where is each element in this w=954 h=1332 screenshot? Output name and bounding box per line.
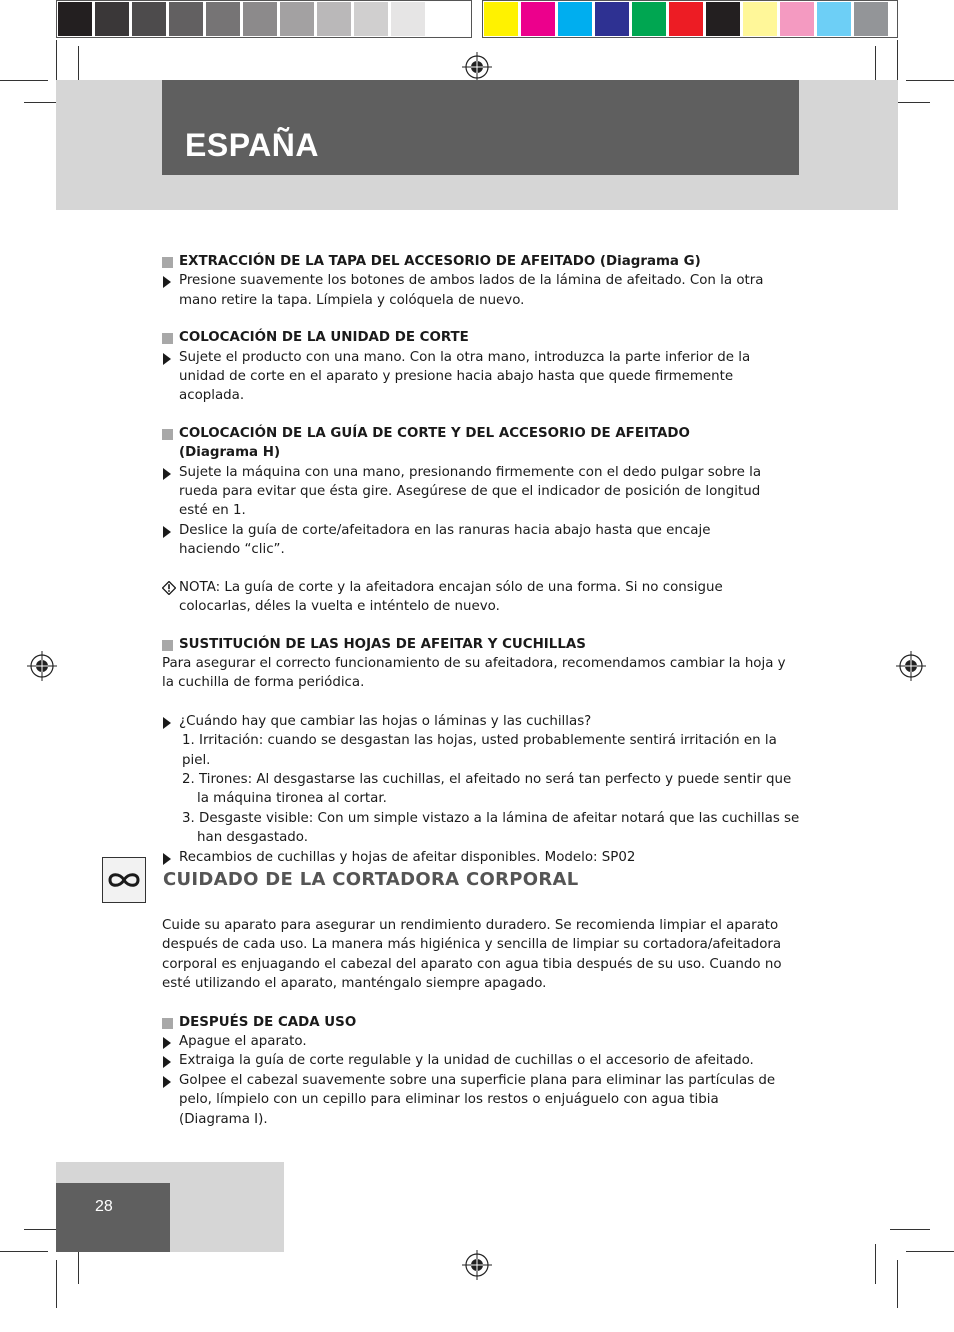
calibration-swatch xyxy=(428,2,462,36)
triangle-bullet-icon xyxy=(163,526,171,538)
triangle-bullet-icon xyxy=(163,468,171,480)
square-bullet-icon xyxy=(162,429,173,440)
calibration-swatch xyxy=(354,2,388,36)
page-number: 28 xyxy=(95,1198,113,1215)
bullet-item: Extraiga la guía de corte regulable y la unidad de cuchillas o el accesorio de afeitado. xyxy=(162,1051,802,1070)
crop-mark xyxy=(906,80,954,81)
list-item: 3. Desgaste visible: Con um simple vistazo a la lámina de afeitar notará que las cuchillas se han desgastado. xyxy=(182,810,800,846)
page-title: ESPAÑA xyxy=(185,127,319,163)
crop-mark xyxy=(897,40,898,80)
crop-mark xyxy=(906,1251,954,1252)
square-bullet-icon xyxy=(162,333,173,344)
gray-calibration-strip xyxy=(58,2,465,36)
calibration-swatch xyxy=(132,2,166,36)
calibration-swatch xyxy=(243,2,277,36)
section-heading: EXTRACCIÓN DE LA TAPA DEL ACCESORIO DE AFEITADO (Diagrama G) xyxy=(162,252,802,271)
paragraph: Cuide su aparato para asegurar un rendimiento duradero. Se recomienda limpiar el aparato después de cada uso. La manera más higiénica y sencilla de limpiar su cortadora/afeitadora corporal es enjuagando el cabezal del aparato con agua tibia después de su uso. Cuando no esté utilizando el aparato, manténgalo siempre apagado. xyxy=(162,918,782,992)
bullet-item: Sujete el producto con una mano. Con la otra mano, introduzca la parte inferior de la unidad de corte en el aparato y presione hacia abajo hasta que quede firmemente acoplada. xyxy=(162,348,802,406)
calibration-swatch xyxy=(817,2,851,36)
paragraph: Para asegurar el correcto funcionamiento de su afeitadora, recomendamos cambiar la hoja y la cuchilla de forma periódica. xyxy=(162,655,786,691)
calibration-swatch xyxy=(521,2,555,36)
bullet-item: Deslice la guía de corte/afeitadora en las ranuras hacia abajo hasta que encaje haciendo “clic”. xyxy=(162,521,802,560)
registration-mark-icon xyxy=(462,52,492,82)
calibration-swatch xyxy=(854,2,888,36)
color-calibration-strip xyxy=(484,2,891,36)
note: NOTA: La guía de corte y la afeitadora encajan sólo de una forma. Si no consigue colocarlas, déles la vuelta e inténtelo de nuevo. xyxy=(162,578,802,617)
bullet-item: Golpee el cabezal suavemente sobre una superficie plana para eliminar las partículas de pelo, límpielo con un cepillo para eliminar los restos o enjuáguelo con agua tibia (Diagrama I). xyxy=(162,1071,802,1129)
warning-icon xyxy=(162,581,176,595)
infinity-icon xyxy=(107,870,141,890)
calibration-swatch xyxy=(632,2,666,36)
registration-mark-icon xyxy=(462,1250,492,1280)
section-heading: COLOCACIÓN DE LA UNIDAD DE CORTE xyxy=(162,328,802,347)
calibration-swatch xyxy=(743,2,777,36)
calibration-swatch xyxy=(169,2,203,36)
registration-mark-icon xyxy=(27,651,57,681)
crop-mark xyxy=(0,80,48,81)
bullet-item: Presione suavemente los botones de ambos lados de la lámina de afeitado. Con la otra mano retire la tapa. Límpiela y colóquela de nuevo. xyxy=(162,271,802,310)
calibration-swatch xyxy=(595,2,629,36)
calibration-swatch xyxy=(391,2,425,36)
bullet-item: Recambios de cuchillas y hojas de afeitar disponibles. Modelo: SP02 xyxy=(162,848,802,867)
infinity-icon-box xyxy=(102,857,146,903)
list-item: 1. Irritación: cuando se desgastan las hojas, usted probablemente sentirá irritación en la piel. xyxy=(182,733,777,768)
calibration-swatch xyxy=(206,2,240,36)
triangle-bullet-icon xyxy=(163,1056,171,1068)
triangle-bullet-icon xyxy=(163,717,171,729)
square-bullet-icon xyxy=(162,640,173,651)
triangle-bullet-icon xyxy=(163,1037,171,1049)
bullet-item: Apague el aparato. xyxy=(162,1032,802,1051)
crop-mark xyxy=(875,1244,876,1284)
square-bullet-icon xyxy=(162,1018,173,1029)
crop-mark xyxy=(897,1260,898,1308)
calibration-swatch xyxy=(484,2,518,36)
care-section-title: CUIDADO DE LA CORTADORA CORPORAL xyxy=(163,869,579,890)
section-heading: DESPUÉS DE CADA USO xyxy=(162,1013,802,1032)
bullet-item: ¿Cuándo hay que cambiar las hojas o láminas y las cuchillas? xyxy=(162,712,802,731)
calibration-swatch xyxy=(95,2,129,36)
calibration-swatch xyxy=(317,2,351,36)
registration-mark-icon xyxy=(896,651,926,681)
calibration-swatch xyxy=(280,2,314,36)
crop-mark xyxy=(0,1251,48,1252)
calibration-swatch xyxy=(58,2,92,36)
crop-mark xyxy=(890,1229,930,1230)
calibration-swatch xyxy=(780,2,814,36)
crop-mark xyxy=(56,1260,57,1308)
crop-mark xyxy=(56,40,57,80)
bullet-item: Sujete la máquina con una mano, presionando firmemente con el dedo pulgar sobre la rueda para evitar que ésta gire. Asegúrese de que el indicador de posición de longitud esté en 1. xyxy=(162,463,802,521)
triangle-bullet-icon xyxy=(163,353,171,365)
square-bullet-icon xyxy=(162,257,173,268)
section-heading: SUSTITUCIÓN DE LAS HOJAS DE AFEITAR Y CUCHILLAS xyxy=(162,635,802,654)
main-content xyxy=(162,252,802,867)
calibration-swatch xyxy=(669,2,703,36)
triangle-bullet-icon xyxy=(163,276,171,288)
calibration-swatch xyxy=(706,2,740,36)
care-content xyxy=(162,916,802,1129)
page-number-box xyxy=(56,1183,170,1252)
list-item: 2. Tirones: Al desgastarse las cuchillas, el afeitado no será tan perfecto y puede sentir que la máquina tironea al cortar. xyxy=(182,771,792,807)
section-heading: COLOCACIÓN DE LA GUÍA DE CORTE Y DEL ACCESORIO DE AFEITADO (Diagrama H) xyxy=(162,424,802,463)
triangle-bullet-icon xyxy=(163,853,171,865)
calibration-swatch xyxy=(558,2,592,36)
triangle-bullet-icon xyxy=(163,1076,171,1088)
